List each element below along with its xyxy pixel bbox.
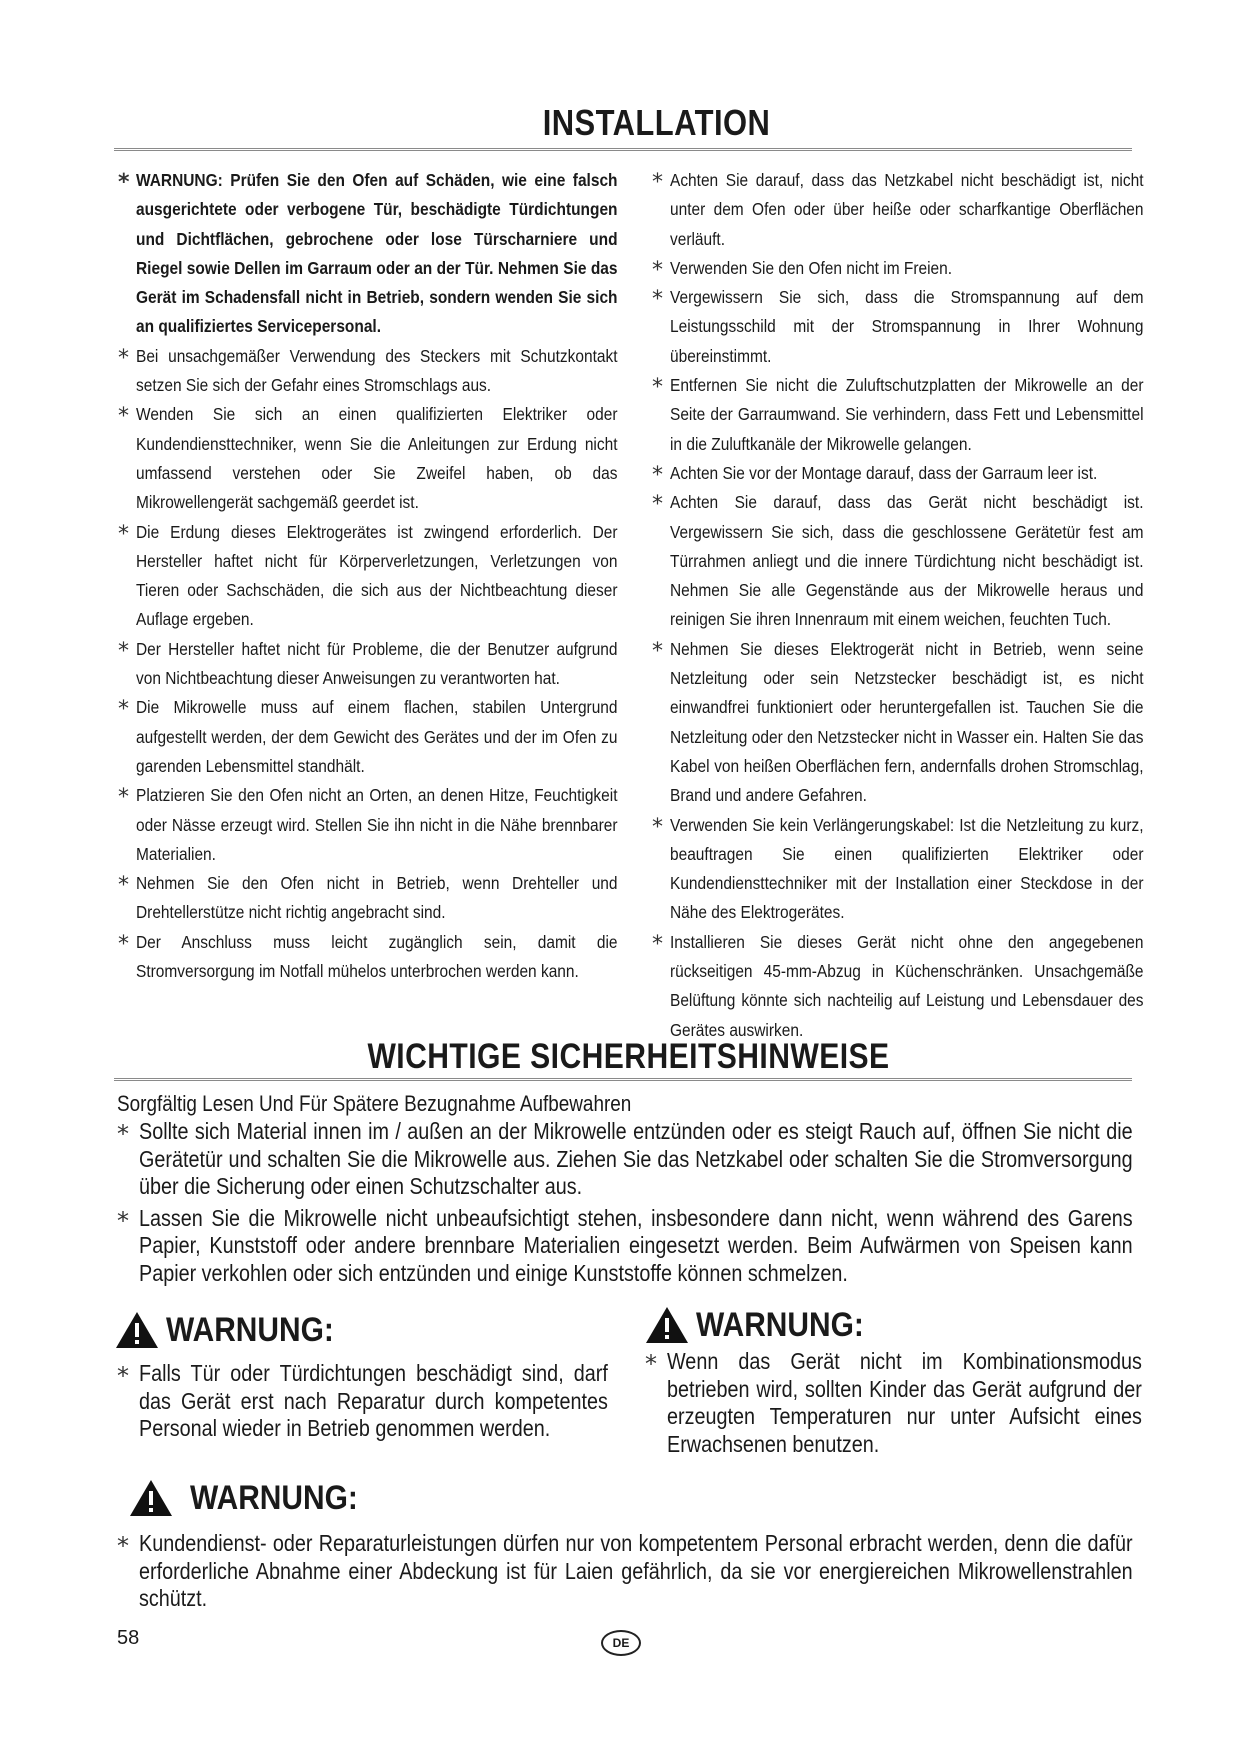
list-item: * Sollte sich Material innen im / außen an der Mikrowelle entzünden oder es steigt Rauch auf, öffnen Sie nicht die Gerätetür und schalten Sie die Mikrowelle aus. Ziehen Sie das Netzkabel oder schalten Sie die Stromversorgung über die Sicherung oder einen Schutzschalter aus.	[117, 1118, 1135, 1201]
list-item: * Entfernen Sie nicht die Zuluftschutzplatten der Mikrowelle an der Seite der Garraumwand. Sie verhindern, dass Fett und Lebensmittel in die Zuluftkanäle der Mikrowelle gelangen.	[652, 371, 1144, 459]
safety-rule	[114, 1078, 1132, 1083]
warning-label: WARNUNG:	[190, 1478, 358, 1517]
page-number: 58	[117, 1627, 140, 1649]
list-item: * Achten Sie vor der Montage darauf, dass der Garraum leer ist.	[652, 459, 1144, 488]
list-item: * Nehmen Sie den Ofen nicht in Betrieb, wenn Drehteller und Drehtellerstütze nicht richtig angebracht sind.	[118, 869, 618, 928]
installation-title: INSTALLATION	[542, 102, 771, 143]
safety-list	[117, 1118, 1135, 1291]
warning-body-3	[117, 1530, 1135, 1613]
warning-heading-3	[128, 1478, 381, 1518]
list-item: * Die Mikrowelle muss auf einem flachen, stabilen Untergrund aufgestellt werden, der dem Gewicht des Gerätes und der im Ofen zu garenden Lebensmittel standhält.	[118, 693, 618, 781]
list-item: * Wenn das Gerät nicht im Kombinationsmodus betrieben wird, sollten Kinder das Gerät aufgrund der erzeugten Temperaturen nur unter Aufsicht eines Erwachsenen benutzen.	[645, 1348, 1143, 1458]
list-item: * Vergewissern Sie sich, dass die Stromspannung auf dem Leistungsschild mit der Stromspannung in Ihrer Wohnung übereinstimmt.	[652, 283, 1144, 371]
warning-body-1	[117, 1360, 609, 1443]
list-item: * Installieren Sie dieses Gerät nicht ohne den angegebenen rückseitigen 45-mm-Abzug in Küchenschränken. Unsachgemäße Belüftung könnte sich nachteilig auf Leistung und Lebensdauer des Gerätes auswirken.	[652, 928, 1144, 1045]
list-item: * Wenden Sie sich an einen qualifizierten Elektriker oder Kundendiensttechniker, wenn Sie die Anleitungen zur Erdung nicht umfassend verstehen oder Sie Zweifel haben, ob das Mikrowellengerät sachgemäß geerdet ist.	[118, 400, 618, 517]
list-item: * Nehmen Sie dieses Elektrogerät nicht in Betrieb, wenn seine Netzleitung oder sein Netzstecker beschädigt ist, es nicht einwandfrei funktioniert oder heruntergefallen ist. Tauchen Sie die Netzleitung oder den Netzstecker nicht in Wasser ein. Halten Sie das Kabel von heißen Oberflächen fern, andernfalls drohen Stromschlag, Brand und andere Gefahren.	[652, 635, 1144, 811]
list-item: * Achten Sie darauf, dass das Gerät nicht beschädigt ist. Vergewissern Sie sich, dass die geschlossene Gerätetür fest am Türrahmen anliegt und die innere Türdichtung nicht beschädigt ist. Nehmen Sie alle Gegenstände aus der Mikrowelle heraus und reinigen Sie ihren Innenraum mit einem weichen, feuchten Tuch.	[652, 488, 1144, 634]
list-item: * Bei unsachgemäßer Verwendung des Steckers mit Schutzkontakt setzen Sie sich der Gefahr eines Stromschlags aus.	[118, 342, 618, 401]
safety-lead: Sorgfältig Lesen Und Für Spätere Bezugnahme Aufbewahren	[117, 1091, 632, 1116]
list-item: * Der Anschluss muss leicht zugänglich sein, damit die Stromversorgung im Notfall mühelos unterbrochen werden kann.	[118, 928, 618, 987]
warning-body-2	[645, 1348, 1143, 1458]
warning-heading-2	[644, 1305, 887, 1345]
language-badge: DE	[601, 1630, 641, 1656]
list-item: * Die Erdung dieses Elektrogerätes ist zwingend erforderlich. Der Hersteller haftet nicht für Körperverletzungen, Verletzungen von Tieren oder Sachschäden, die sich aus der Nichtbeachtung dieser Auflage ergeben.	[118, 518, 618, 635]
list-item: * Kundendienst- oder Reparaturleistungen dürfen nur von kompetentem Personal erbracht werden, denn die dafür erforderliche Abnahme einer Abdeckung ist für Laien gefährlich, da sie vor energiereichen Mikrowellenstrahlen schützt.	[117, 1530, 1135, 1613]
warning-icon	[114, 1310, 160, 1350]
list-item: * Achten Sie darauf, dass das Netzkabel nicht beschädigt ist, nicht unter dem Ofen oder über heiße oder scharfkantige Oberflächen verläuft.	[652, 166, 1144, 254]
warning-icon	[644, 1305, 690, 1345]
safety-title: WICHTIGE SICHERHEITSHINWEISE	[367, 1037, 890, 1076]
installation-left-column	[118, 166, 618, 986]
list-item: * WARNUNG: Prüfen Sie den Ofen auf Schäden, wie eine falsch ausgerichtete oder verbogene Tür, beschädigte Türdichtungen und Dichtflächen, gebrochene oder lose Türscharniere und Riegel sowie Dellen im Garraum oder an der Tür. Nehmen Sie das Gerät im Schadensfall nicht in Betrieb, sondern wenden Sie sich an qualifiziertes Servicepersonal.	[118, 166, 618, 342]
warning-label: WARNUNG:	[166, 1310, 334, 1349]
warning-heading-1	[114, 1310, 357, 1350]
list-item: * Verwenden Sie kein Verlängerungskabel: Ist die Netzleitung zu kurz, beauftragen Sie einen qualifizierten Elektriker oder Kundendiensttechniker mit der Installation einer Steckdose in der Nähe des Elektrogerätes.	[652, 811, 1144, 928]
list-item: * Lassen Sie die Mikrowelle nicht unbeaufsichtigt stehen, insbesondere dann nicht, wenn während des Garens Papier, Kunststoff oder andere brennbare Materialien eingesetzt werden. Beim Aufwärmen von Speisen kann Papier verkohlen oder sich entzünden und einige Kunststoffe können schmelzen.	[117, 1205, 1135, 1288]
list-item: * Der Hersteller haftet nicht für Probleme, die der Benutzer aufgrund von Nichtbeachtung dieser Anweisungen zu verantworten hat.	[118, 635, 618, 694]
warning-label: WARNUNG:	[696, 1305, 864, 1344]
installation-rule	[114, 148, 1132, 153]
installation-right-column	[652, 166, 1144, 1045]
list-item: * Verwenden Sie den Ofen nicht im Freien.	[652, 254, 1144, 283]
list-item: * Platzieren Sie den Ofen nicht an Orten, an denen Hitze, Feuchtigkeit oder Nässe erzeugt wird. Stellen Sie ihn nicht in die Nähe brennbarer Materialien.	[118, 781, 618, 869]
list-item: * Falls Tür oder Türdichtungen beschädigt sind, darf das Gerät erst nach Reparatur durch kompetentes Personal wieder in Betrieb genommen werden.	[117, 1360, 609, 1443]
warning-icon	[128, 1478, 174, 1518]
